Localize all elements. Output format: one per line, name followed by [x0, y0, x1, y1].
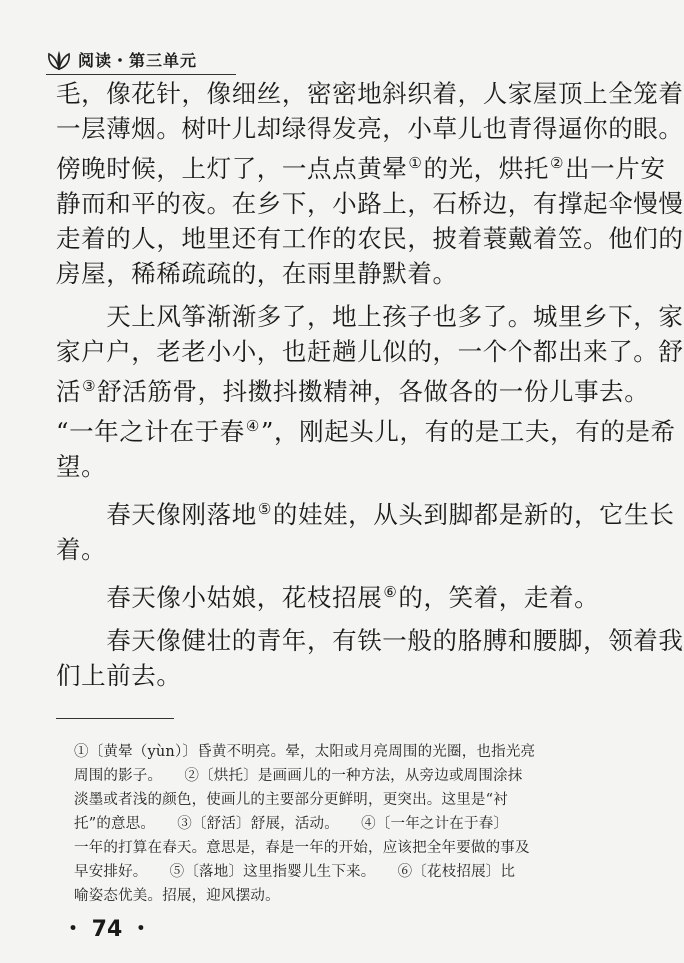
- paragraph-gap: [56, 615, 611, 623]
- footnote-divider: [56, 718, 174, 719]
- text-line: [56, 334, 684, 369]
- text-line: [56, 76, 684, 111]
- text-line: [56, 658, 611, 693]
- text-run: ”，刚起头儿，有的是工夫，有的是希: [260, 417, 676, 446]
- footnote-marker: ①: [408, 154, 423, 172]
- text-run: “一年之计在于春: [56, 417, 245, 446]
- text-run: 毛，像花针，像细丝，密密地斜织着，人家屋顶上全笼着: [56, 79, 684, 108]
- text-run: 傍晚时候，上灯了，一点点黄晕: [56, 154, 408, 183]
- footnote-marker: ②: [549, 154, 565, 172]
- text-run: 家户户，老老小小，也赶趟儿似的，一个个都出来了。舒: [56, 337, 684, 366]
- text-run: 静而和平的夜。在乡下，小路上，石桥边，有撑起伞慢慢: [56, 189, 684, 218]
- text-run: 走着的人，地里还有工作的农民，披着蓑戴着笠。他们的: [56, 224, 684, 253]
- text-line: [56, 532, 611, 567]
- header-rule: [46, 74, 236, 75]
- text-run: 天上风筝渐渐多了，地上孩子也多了。城里乡下，家: [56, 302, 684, 331]
- body-text: [56, 76, 684, 693]
- text-line: [56, 492, 675, 532]
- text-run: 春天像健壮的青年，有铁一般的胳膊和腰脚，领着我: [56, 626, 684, 655]
- paragraph-gap: [56, 291, 611, 299]
- text-run: 的娃娃，从头到脚都是新的，它生长: [272, 500, 675, 529]
- text-run: 出一片安: [565, 154, 666, 183]
- footnote-marker: ③: [82, 377, 97, 395]
- text-line: [56, 221, 684, 256]
- text-line: [56, 575, 611, 615]
- text-run: 一层薄烟。树叶儿却绿得发亮，小草儿也青得逼你的眼。: [56, 114, 684, 143]
- book-leaf-logo-icon: [46, 49, 72, 71]
- text-line: [56, 256, 611, 291]
- text-line: [56, 369, 650, 409]
- page-header: [46, 48, 197, 71]
- text-line: [56, 623, 684, 658]
- text-line: [56, 186, 684, 221]
- text-run: 着。: [56, 535, 107, 564]
- text-line: [56, 299, 684, 334]
- footnote-line: 淡墨或者浅的颜色，使画儿的主要部分更鲜明，更突出。这里是“衬: [74, 792, 508, 808]
- text-run: 的光，烘托: [423, 154, 549, 183]
- footnote-line: 喻姿态优美。招展，迎风摆动。: [74, 888, 280, 904]
- text-line: [56, 111, 684, 146]
- text-run: 的，笑着，走着。: [398, 583, 600, 612]
- text-line: [56, 449, 611, 484]
- footnote-line: 一年的打算在春天。意思是，春是一年的开始，应该把全年要做的事及: [74, 840, 530, 856]
- footnote-line: 托”的意思。 ③〔舒活〕舒展，活动。 ④〔一年之计在于春〕: [74, 816, 509, 832]
- footnote-marker: ⑤: [257, 500, 272, 518]
- footnote-line: 早安排好。 ⑤〔落地〕这里指婴儿生下来。 ⑥〔花枝招展〕比: [74, 864, 516, 880]
- paragraph-gap: [56, 484, 611, 492]
- paragraph-gap: [56, 567, 611, 575]
- text-run: 望。: [56, 452, 107, 481]
- page-number: ・ 74 ・: [62, 917, 152, 942]
- text-run: 活: [56, 377, 82, 406]
- text-run: 舒活筋骨，抖擞抖擞精神，各做各的一份儿事去。: [97, 377, 650, 406]
- text-run: 房屋，稀稀疏疏的，在雨里静默着。: [56, 259, 458, 288]
- footnote-marker: ④: [245, 417, 260, 435]
- footnote-marker: ⑥: [383, 583, 398, 601]
- footnote-line: ①〔黄晕（yùn）〕昏黄不明亮。晕，太阳或月亮周围的光圈，也指光亮: [74, 744, 536, 760]
- text-run: 春天像刚落地: [56, 500, 257, 529]
- text-line: [56, 409, 676, 449]
- text-line: [56, 146, 666, 186]
- text-run: 们上前去。: [56, 661, 182, 690]
- unit-label: 阅读・第三单元: [78, 51, 198, 70]
- text-run: 春天像小姑娘，花枝招展: [56, 583, 383, 612]
- footnotes: [74, 740, 614, 908]
- footnote-line: 周围的影子。 ②〔烘托〕是画画儿的一种方法，从旁边或周围涂抹: [74, 768, 523, 784]
